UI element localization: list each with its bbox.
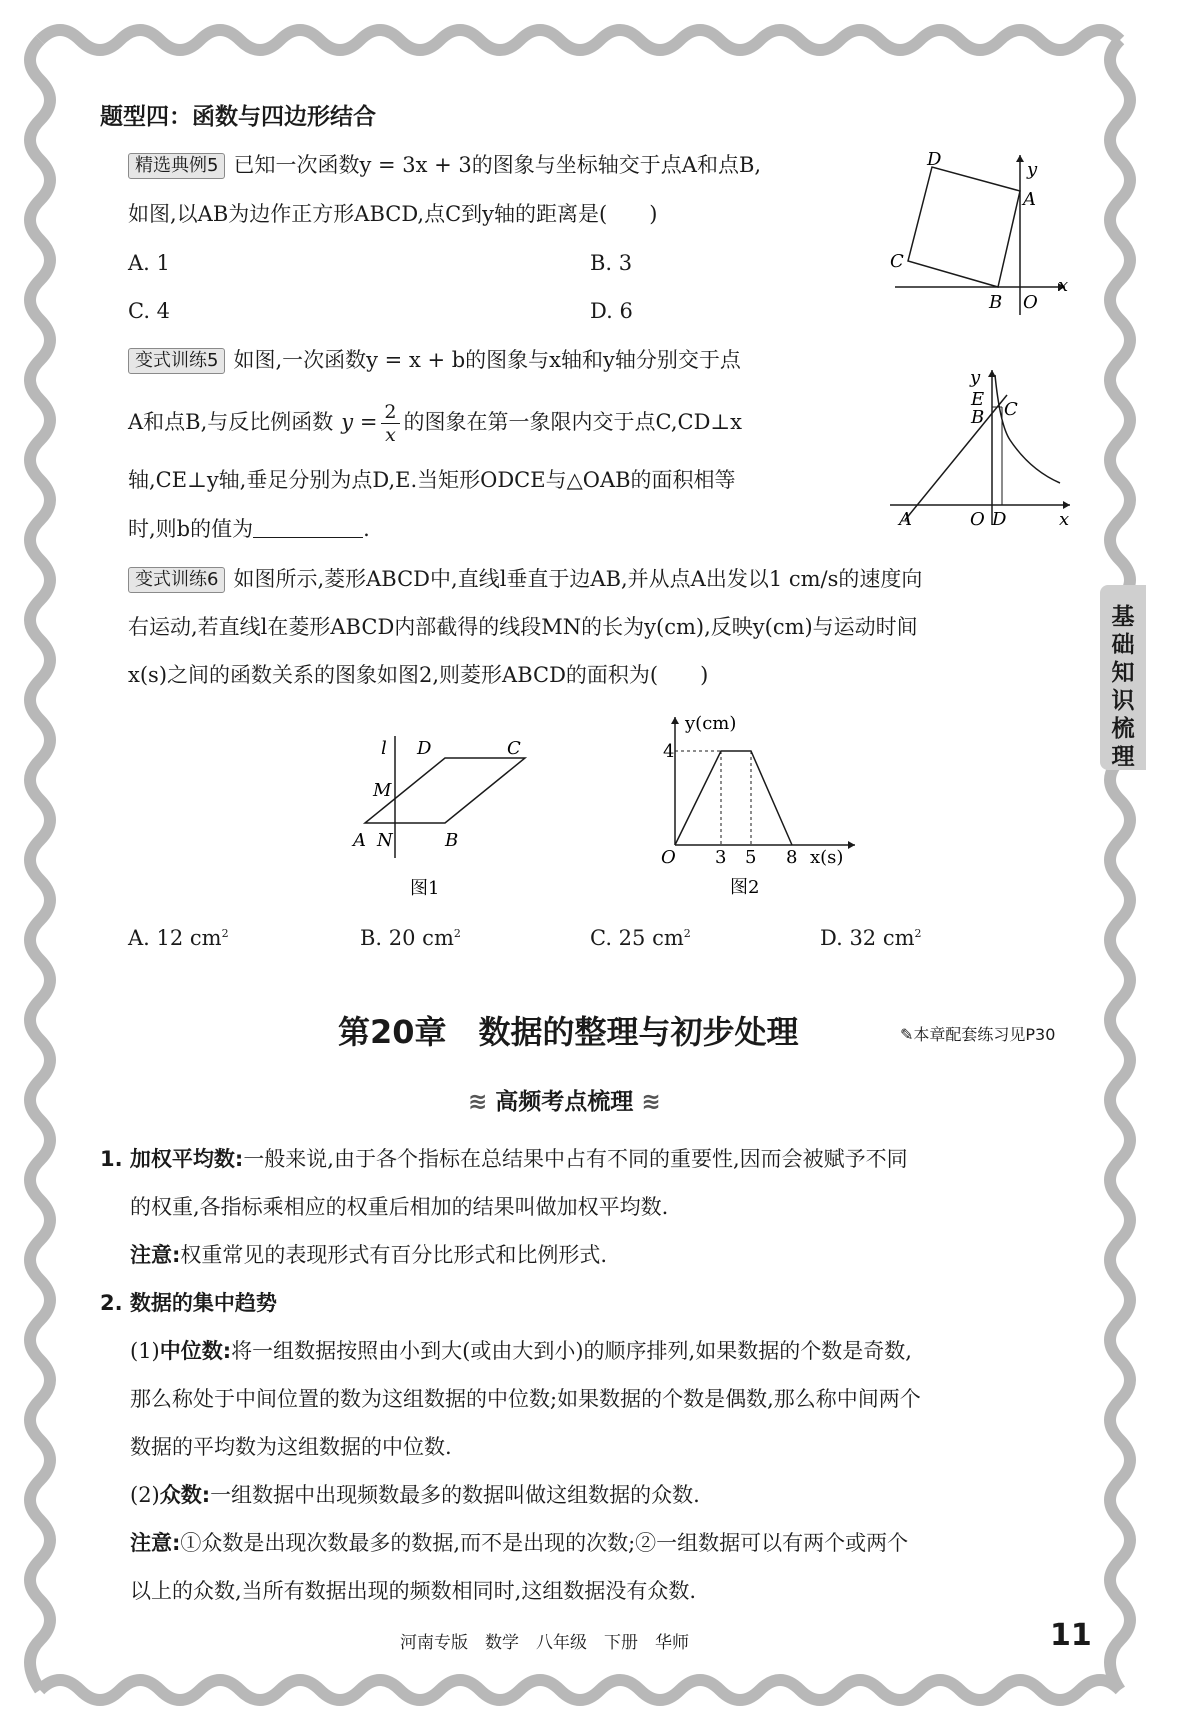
var5-line3: 轴,CE⊥y轴,垂足分别为点D,E.当矩形ODCE与△OAB的面积相等 — [128, 468, 736, 492]
var6-label-l: l — [381, 738, 387, 759]
var6-option-a: A. 12 $cm^2$ — [128, 926, 229, 950]
var5-fraction: $\frac{2}{x}$ — [381, 401, 399, 446]
chapter-title: 第20章 数据的整理与初步处理 — [338, 1013, 799, 1051]
point2-note: 注意:①众数是出现次数最多的数据,而不是出现的次数;②一组数据可以有两个或两个 — [130, 1531, 909, 1555]
wave-icon-left: ≋ — [468, 1089, 488, 1115]
var6-figure1 — [345, 728, 535, 903]
var5-label-a: A — [899, 509, 912, 530]
point2-heading: 2. 数据的集中趋势 — [100, 1291, 277, 1315]
var5-hyperbola — [995, 375, 1060, 483]
side-tab-label: 基 础 知 识 梳 理 — [1111, 604, 1135, 770]
point2-note-line2: 以上的众数,当所有数据出现的频数相同时,这组数据没有众数. — [130, 1579, 697, 1603]
point2a-line3: 数据的平均数为这组数据的中位数. — [130, 1435, 452, 1459]
var6-line1: 变式训练6 如图所示,菱形ABCD中,直线l垂直于边AB,并从点A出发以1 cm/s的速度向 — [128, 564, 922, 594]
var5-line4: 时,则b的值为 . — [128, 517, 370, 541]
var6-xlabel: x(s) — [810, 847, 844, 868]
point1-line1: 1. 加权平均数:一般来说,由于各个指标在总结果中占有不同的重要性,因而会被赋予不同 — [100, 1147, 908, 1171]
section-title: 题型四：函数与四边形结合 — [100, 104, 376, 130]
var5-figure — [885, 365, 1080, 535]
ex5-label-d: D — [927, 149, 942, 170]
var6-label-n: N — [377, 830, 393, 851]
var6-line2: 右运动,若直线l在菱形ABCD内部截得的线段MN的长为y(cm),反映y(cm)与运动时间 — [128, 615, 918, 639]
point1-note: 注意:权重常见的表现形式有百分比形式和比例形式. — [130, 1243, 608, 1267]
ex5-line2: 如图,以AB为边作正方形ABCD,点C到y轴的距离是( ) — [128, 202, 658, 226]
var5-label-y: y — [970, 367, 981, 388]
ex5-line1: 精选典例5 已知一次函数y = 3x + 3的图象与坐标轴交于点A和点B, — [128, 150, 761, 180]
chapter-subtitle: ≋ 高频考点梳理 ≋ — [468, 1089, 661, 1115]
var6-tag: 变式训练6 — [128, 567, 225, 593]
ex5-label-a: A — [1023, 189, 1036, 210]
ex5-tag: 精选典例5 — [128, 153, 225, 179]
var6-label-m: M — [373, 780, 392, 801]
var5-tag: 变式训练5 — [128, 348, 225, 374]
footer-text: 河南专版 数学 八年级 下册 华师 — [400, 1633, 689, 1653]
var6-option-d: D. 32 $cm^2$ — [820, 926, 922, 950]
ex5-option-c: C. 4 — [128, 299, 171, 323]
var5-line1: 变式训练5 如图,一次函数y = x + b的图象与x轴和y轴分别交于点 — [128, 345, 741, 375]
var6-origin: O — [661, 847, 676, 868]
point2a-line2: 那么称处于中间位置的数为这组数据的中位数;如果数据的个数是偶数,那么称中间两个 — [130, 1387, 921, 1411]
var5-label-d: D — [992, 509, 1007, 530]
point2b-line1: (2)众数:一组数据中出现频数最多的数据叫做这组数据的众数. — [130, 1483, 700, 1507]
ex5-option-a: A. 1 — [128, 251, 170, 275]
ex5-label-o: O — [1023, 292, 1038, 313]
var6-x-tick-3: 3 — [715, 847, 727, 868]
ex5-option-b: B. 3 — [590, 251, 633, 275]
point1-line2: 的权重,各指标乘相应的权重后相加的结果叫做加权平均数. — [130, 1195, 669, 1219]
var5-answer-blank[interactable] — [253, 517, 363, 538]
pen-icon: ✎ — [900, 1025, 914, 1044]
var5-label-o: O — [970, 509, 985, 530]
var5-label-b: B — [971, 407, 985, 428]
var5-label-x: x — [1059, 509, 1070, 530]
var6-ylabel: y(cm) — [685, 713, 737, 734]
var6-x-tick-5: 5 — [745, 847, 757, 868]
var6-option-c: C. 25 $cm^2$ — [590, 926, 691, 950]
wave-icon-right: ≋ — [641, 1089, 661, 1115]
var6-label-a: A — [353, 830, 366, 851]
var5-label-e: E — [971, 389, 985, 410]
var6-x-tick-8: 8 — [786, 847, 798, 868]
ex5-label-y: y — [1027, 159, 1038, 180]
ex5-square — [908, 167, 1020, 287]
var6-line3: x(s)之间的函数关系的图象如图2,则菱形ABCD的面积为( ) — [128, 663, 709, 687]
ex5-label-x: x — [1058, 275, 1069, 296]
page-number: 11 — [1050, 1618, 1092, 1653]
side-tab[interactable] — [1100, 585, 1146, 770]
ex5-figure — [890, 145, 1080, 320]
var6-graph — [675, 751, 792, 845]
chapter-note[interactable]: ✎本章配套练习见P30 — [900, 1025, 1056, 1044]
var6-label-d: D — [417, 738, 432, 759]
ex5-option-d: D. 6 — [590, 299, 633, 323]
var6-fig2-caption: 图2 — [730, 877, 760, 898]
var6-fig1-caption: 图1 — [410, 878, 440, 899]
var5-label-c: C — [1004, 399, 1018, 420]
var6-label-c: C — [507, 738, 521, 759]
var5-line2: A和点B,与反比例函数 y = $\frac{2}{x}$ 的图象在第一象限内交于点C,CD⊥x — [128, 401, 743, 446]
point2a-line1: (1)中位数:将一组数据按照由小到大(或由大到小)的顺序排列,如果数据的个数是奇数, — [130, 1339, 912, 1363]
var6-y-tick-4: 4 — [663, 741, 675, 762]
var6-label-b: B — [445, 830, 459, 851]
var6-option-b: B. 20 $cm^2$ — [360, 926, 461, 950]
var6-figure2 — [655, 705, 870, 905]
ex5-label-b: B — [989, 292, 1003, 313]
ex5-label-c: C — [890, 251, 904, 272]
